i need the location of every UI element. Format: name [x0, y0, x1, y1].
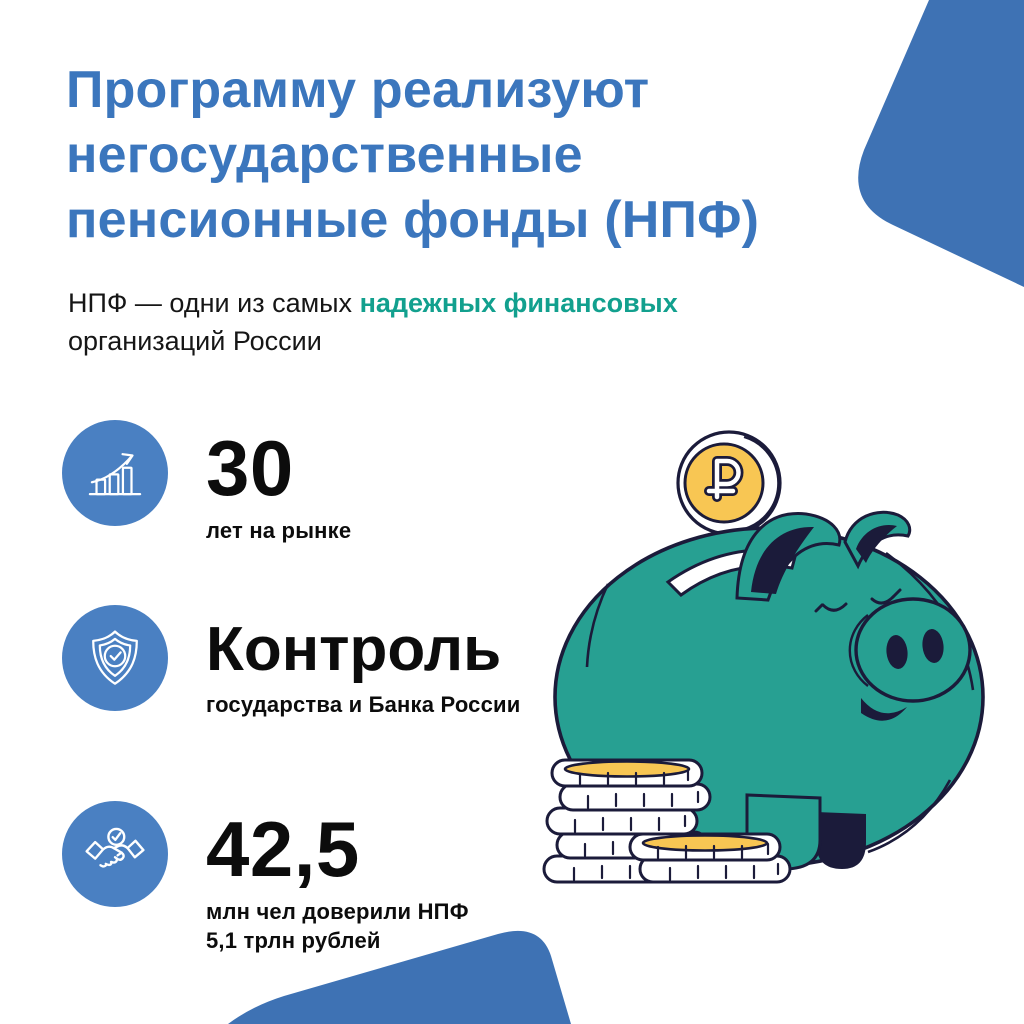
shield-check-icon	[82, 625, 148, 691]
stat-value: 42,5	[206, 805, 360, 893]
subtitle-suffix: организаций России	[68, 326, 322, 356]
stat-row-trust	[62, 801, 469, 955]
stat-caption-line: млн чел доверили НПФ	[206, 899, 469, 924]
stat-text	[206, 801, 469, 955]
stat-icon-circle	[62, 801, 168, 907]
piggy-bank-illustration	[540, 408, 1024, 886]
stat-icon-circle	[62, 420, 168, 526]
page-title	[66, 58, 759, 253]
subtitle	[68, 284, 828, 360]
stat-value: 30	[206, 424, 294, 512]
stat-text	[206, 420, 351, 545]
stat-icon-circle	[62, 605, 168, 711]
growth-chart-icon	[82, 440, 148, 506]
subtitle-highlight: надежных финансовых	[359, 288, 678, 318]
stat-caption: лет на рынке	[206, 518, 352, 543]
title-line: негосударственные	[66, 126, 583, 184]
stat-text	[206, 605, 521, 719]
stat-caption: государства и Банка России	[206, 692, 521, 717]
title-line: Программу реализуют	[66, 61, 650, 119]
coin-stack-short	[630, 834, 790, 882]
stat-caption-line: 5,1 трлн рублей	[206, 928, 381, 953]
stat-caption	[206, 897, 469, 955]
subtitle-prefix: НПФ — одни из самых	[68, 288, 360, 318]
pig-leg-back	[816, 812, 866, 869]
stat-row-years	[62, 420, 351, 545]
handshake-check-icon	[82, 821, 148, 887]
stat-row-control	[62, 605, 521, 719]
falling-coin	[678, 432, 780, 534]
stat-value: Контроль	[206, 615, 502, 684]
title-line: пенсионные фонды (НПФ)	[66, 191, 760, 249]
